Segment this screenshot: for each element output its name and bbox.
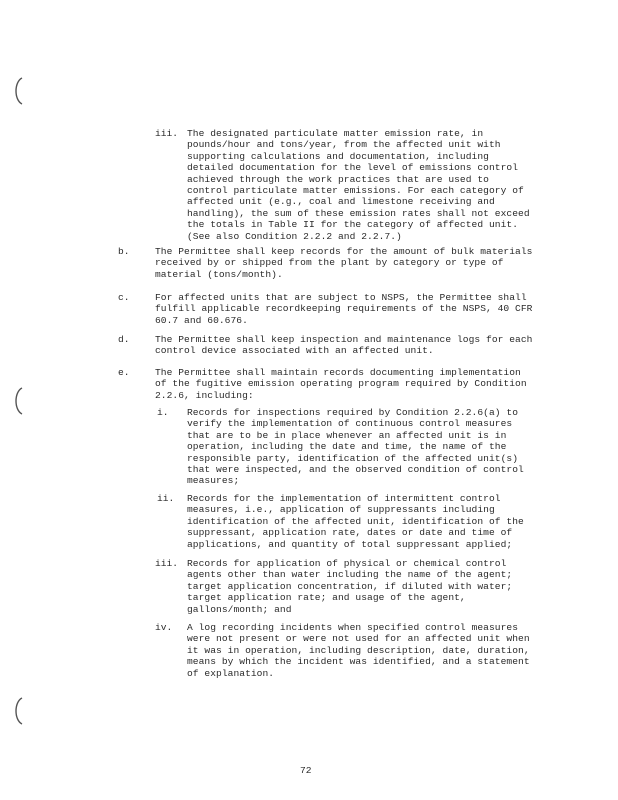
text-line: The Permittee shall keep inspection and maintenance logs for each: [155, 334, 533, 345]
text-line: that were inspected, and the observed condition of control: [187, 464, 524, 476]
page-number: 72: [300, 765, 312, 776]
text-line: it was in operation, including description, date, duration,: [187, 644, 530, 656]
list-marker: ii.: [157, 493, 175, 504]
list-marker: b.: [118, 246, 130, 257]
text-line: Records for application of physical or chemical control: [187, 558, 507, 569]
text-line: the totals in Table II for the category of affected unit.: [187, 219, 519, 231]
text-line: that are to be in place whenever an affected unit is in: [187, 429, 507, 441]
text-line: The designated particulate matter emission rate, in: [187, 128, 484, 139]
text-line: control device associated with an affected unit.: [155, 345, 434, 357]
text-line: identification of the affected unit, identification of the: [187, 515, 524, 527]
text-line: The Permittee shall keep records for the amount of bulk materials: [155, 246, 533, 257]
text-line: supporting calculations and documentation, including: [187, 150, 489, 162]
text-line: target application rate; and usage of the agent,: [187, 592, 466, 604]
paragraph-item-e-fugitive-program: [155, 367, 527, 401]
paragraph-sub-iii-chemical-agents: [187, 558, 512, 615]
list-marker: i.: [157, 407, 169, 418]
text-line: were not present or were not used for an affected unit when: [187, 633, 530, 645]
text-line: achieved through the work practices that are used to: [187, 173, 489, 185]
text-line: control particulate matter emissions. For each category of: [187, 185, 524, 197]
text-line: responsible party, identification of the affected unit(s): [187, 452, 519, 464]
text-line: of explanation.: [187, 667, 275, 679]
list-marker: iii.: [155, 558, 179, 569]
text-line: A log recording incidents when specified control measures: [187, 622, 519, 633]
list-marker: d.: [118, 334, 130, 345]
text-line: material (tons/month).: [155, 268, 283, 280]
paragraph-item-b-bulk-materials: [155, 246, 532, 280]
paragraph-sub-ii-intermittent: [187, 493, 524, 550]
text-line: pounds/hour and tons/year, from the affected unit with: [187, 139, 501, 151]
punch-hole-mark: [10, 76, 24, 106]
text-line: received by or shipped from the plant by category or type of: [155, 257, 504, 269]
text-line: fulfill applicable recordkeeping requirements of the NSPS, 40 CFR: [155, 303, 533, 315]
list-marker: c.: [118, 292, 130, 303]
text-line: verify the implementation of continuous control measures: [187, 418, 513, 430]
text-line: of the fugitive emission operating program required by Condition: [155, 378, 527, 390]
text-line: applications, and quantity of total suppressant applied;: [187, 538, 513, 550]
paragraph-sub-i-inspections: [187, 407, 524, 487]
paragraph-sub-iv-incident-log: [187, 622, 530, 679]
list-marker: iii.: [155, 128, 179, 139]
text-line: means by which the incident was identified, and a statement: [187, 656, 530, 668]
text-line: agents other than water including the name of the agent;: [187, 569, 513, 581]
text-line: affected unit (e.g., coal and limestone receiving and: [187, 196, 495, 208]
punch-hole-mark: [10, 696, 24, 726]
text-line: operation, including the date and time, the name of the: [187, 441, 507, 453]
text-line: 2.2.6, including:: [155, 389, 254, 401]
text-line: The Permittee shall maintain records documenting implementation: [155, 367, 521, 378]
text-line: 60.7 and 60.676.: [155, 314, 248, 326]
text-line: measures, i.e., application of suppressants including: [187, 504, 495, 516]
text-line: measures;: [187, 475, 240, 487]
text-line: For affected units that are subject to NSPS, the Permittee shall: [155, 292, 527, 303]
text-line: detailed documentation for the level of emissions control: [187, 162, 519, 174]
paragraph-item-iii-emission-rate: [187, 128, 530, 242]
text-line: (See also Condition 2.2.2 and 2.2.7.): [187, 230, 402, 242]
text-line: handling), the sum of these emission rates shall not exceed: [187, 207, 530, 219]
text-line: target application concentration, if diluted with water;: [187, 580, 513, 592]
text-line: Records for the implementation of intermittent control: [187, 493, 501, 504]
paragraph-item-d-logs: [155, 334, 532, 357]
text-line: Records for inspections required by Condition 2.2.6(a) to: [187, 407, 519, 418]
list-marker: iv.: [155, 622, 173, 633]
paragraph-item-c-nsps: [155, 292, 532, 326]
text-line: gallons/month; and: [187, 603, 292, 615]
text-line: suppressant, application rate, dates or date and time of: [187, 527, 513, 539]
list-marker: e.: [118, 367, 130, 378]
punch-hole-mark: [10, 386, 24, 416]
